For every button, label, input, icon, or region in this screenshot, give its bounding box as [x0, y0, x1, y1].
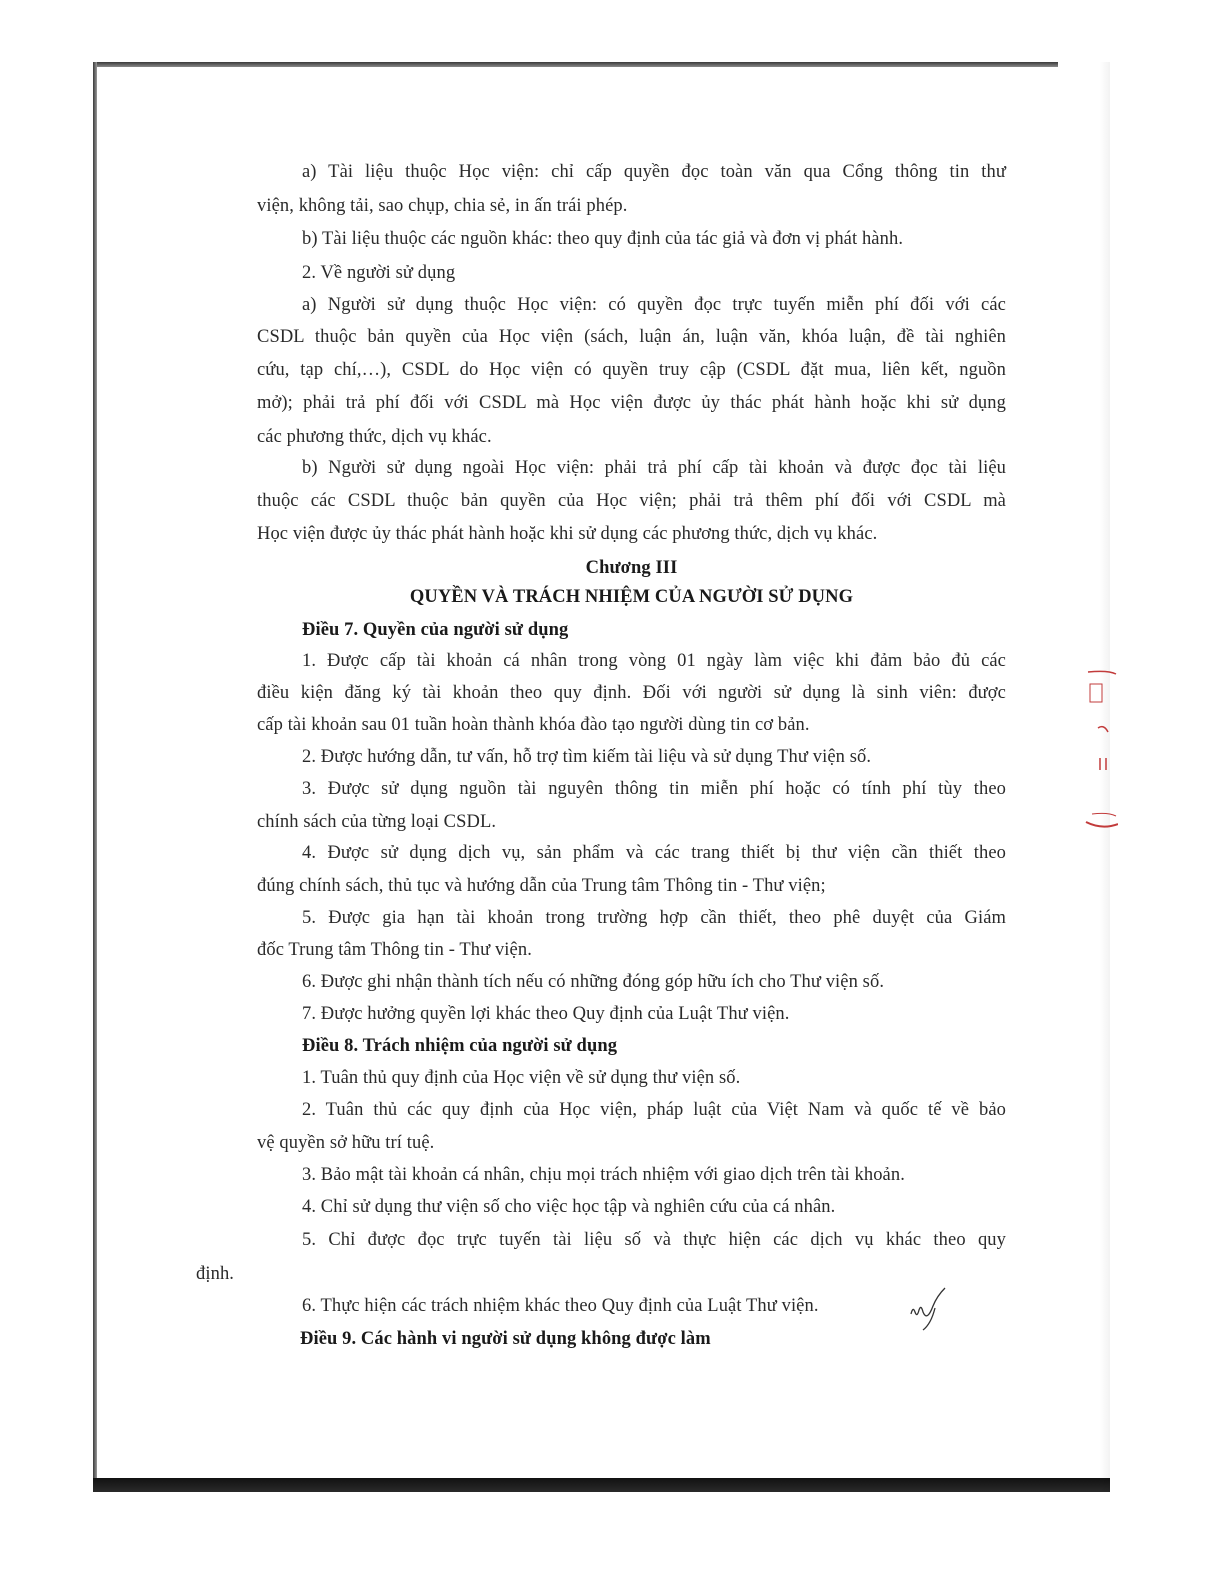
text-line: cấp tài khoản sau 01 tuần hoàn thành khóa đào tạo người dùng tin cơ bản. [257, 715, 810, 735]
text-line: đúng chính sách, thủ tục và hướng dẫn của Trung tâm Thông tin - Thư viện; [257, 876, 826, 896]
text-line: b) Người sử dụng ngoài Học viện: phải trả phí cấp tài khoản và được đọc tài liệu [302, 458, 1006, 478]
text-line: định. [196, 1264, 235, 1284]
article-heading: Điều 9. Các hành vi người sử dụng không được làm [300, 1329, 711, 1349]
text-line: thuộc các CSDL thuộc bản quyền của Học viện; phải trả thêm phí đối với CSDL mà [257, 491, 1006, 511]
text-line: 1. Tuân thủ quy định của Học viện về sử dụng thư viện số. [302, 1068, 741, 1088]
page-bottom-edge [93, 1478, 1110, 1492]
text-line: Học viện được ủy thác phát hành hoặc khi sử dụng các phương thức, dịch vụ khác. [257, 524, 878, 544]
text-line: 2. Về người sử dụng [302, 263, 456, 283]
text-line: 6. Được ghi nhận thành tích nếu có những đóng góp hữu ích cho Thư viện số. [302, 972, 885, 992]
text-line: viện, không tải, sao chụp, chia sẻ, in ấn trái phép. [257, 196, 628, 216]
article-heading: Điều 8. Trách nhiệm của người sử dụng [302, 1036, 618, 1056]
text-line: 2. Được hướng dẫn, tư vấn, hỗ trợ tìm kiếm tài liệu và sử dụng Thư viện số. [302, 747, 872, 767]
text-line: chính sách của từng loại CSDL. [257, 812, 497, 832]
text-line: CSDL thuộc bản quyền của Học viện (sách, luận án, luận văn, khóa luận, đề tài nghiên [257, 327, 1006, 347]
text-line: cứu, tạp chí,…), CSDL do Học viện có quyền truy cập (CSDL đặt mua, liên kết, nguồn [257, 360, 1006, 380]
text-line: điều kiện đăng ký tài khoản theo quy định. Đối với người sử dụng là sinh viên: được [257, 683, 1006, 703]
text-line: 7. Được hưởng quyền lợi khác theo Quy định của Luật Thư viện. [302, 1004, 790, 1024]
text-line: 3. Được sử dụng nguồn tài nguyên thông tin miễn phí hoặc có tính phí tùy theo [302, 779, 1006, 799]
page-top-edge [93, 62, 1058, 67]
text-line: 5. Được gia hạn tài khoản trong trường hợp cần thiết, theo phê duyệt của Giám [302, 908, 1006, 928]
text-line: 5. Chỉ được đọc trực tuyến tài liệu số và thực hiện các dịch vụ khác theo quy [302, 1230, 1006, 1250]
text-line: 1. Được cấp tài khoản cá nhân trong vòng 01 ngày làm việc khi đảm bảo đủ các [302, 651, 1006, 671]
text-line: 6. Thực hiện các trách nhiệm khác theo Quy định của Luật Thư viện. [302, 1296, 819, 1316]
initials-signature [905, 1284, 955, 1334]
text-line: a) Tài liệu thuộc Học viện: chỉ cấp quyền đọc toàn văn qua Cổng thông tin thư [302, 162, 1006, 182]
page-left-edge [93, 62, 97, 1492]
text-line: a) Người sử dụng thuộc Học viện: có quyền đọc trực tuyến miễn phí đối với các [302, 295, 1006, 315]
chapter-number: Chương III [585, 558, 678, 578]
article-heading: Điều 7. Quyền của người sử dụng [302, 620, 569, 640]
text-line: 4. Được sử dụng dịch vụ, sản phẩm và các trang thiết bị thư viện cần thiết theo [302, 843, 1006, 863]
text-line: các phương thức, dịch vụ khác. [257, 427, 492, 447]
text-line: b) Tài liệu thuộc các nguồn khác: theo quy định của tác giả và đơn vị phát hành. [302, 229, 904, 249]
text-line: 3. Bảo mật tài khoản cá nhân, chịu mọi trách nhiệm với giao dịch trên tài khoản. [302, 1165, 905, 1185]
text-line: đốc Trung tâm Thông tin - Thư viện. [257, 940, 532, 960]
text-line: vệ quyền sở hữu trí tuệ. [257, 1133, 435, 1153]
text-line: mở); phải trả phí đối với CSDL mà Học viện được ủy thác phát hành hoặc khi sử dụng [257, 393, 1006, 413]
red-stamp-fragment [1078, 662, 1118, 842]
chapter-title: QUYỀN VÀ TRÁCH NHIỆM CỦA NGƯỜI SỬ DỤNG [409, 587, 854, 607]
text-line: 2. Tuân thủ các quy định của Học viện, pháp luật của Việt Nam và quốc tế về bảo [302, 1100, 1006, 1120]
text-line: 4. Chỉ sử dụng thư viện số cho việc học tập và nghiên cứu của cá nhân. [302, 1197, 836, 1217]
